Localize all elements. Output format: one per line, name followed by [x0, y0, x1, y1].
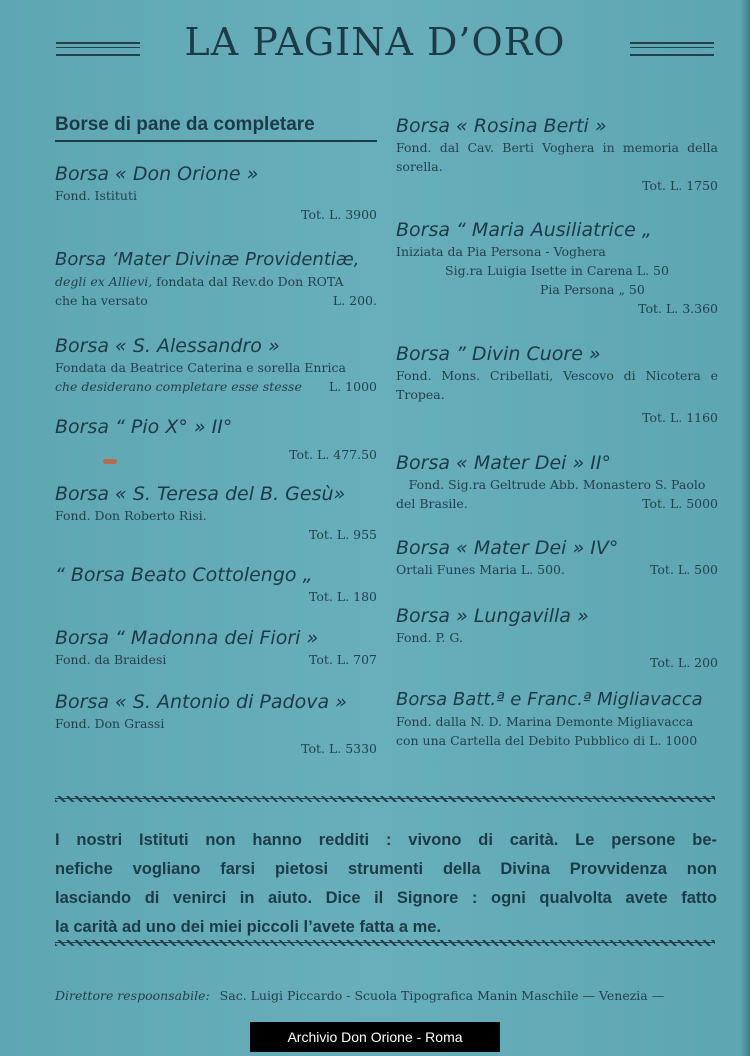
item-title: “ Borsa Beato Cottolengo „ [55, 564, 313, 586]
item-total: Tot. L. 707 [309, 652, 377, 667]
footer-text: Sac. Luigi Piccardo - Scuola Tipografica Manin Maschile — Venezia — [219, 988, 665, 1003]
list-item [55, 690, 377, 758]
item-body-italic: che desiderano completare esse stesse [55, 379, 302, 394]
list-item [55, 626, 377, 669]
appeal-paragraph [55, 826, 717, 942]
item-amount: L. 200. [332, 293, 377, 308]
item-title: Borsa ‘Mater Divinæ Providentiæ, [55, 249, 360, 270]
footer [55, 988, 735, 1003]
list-item [55, 162, 377, 224]
page-header [0, 18, 750, 78]
item-title: Borsa Batt.ª e Franc.ª Migliavacca [396, 689, 703, 710]
list-item [396, 342, 718, 427]
item-body-text: Fond. da Braidesi [55, 652, 167, 667]
list-item [55, 482, 377, 544]
item-title: Borsa « S. Teresa del B. Gesù» [55, 483, 346, 505]
item-body-text: fondata dal Rev.do Don ROTA [152, 274, 344, 289]
page-title: LA PAGINA D’ORO [184, 20, 566, 64]
section-title: Borse di pane da completare [55, 112, 377, 142]
ink-mark [103, 459, 117, 464]
appeal-line: nefiche vogliano farsi pietosi strumenti della Divina Provvidenza non [55, 860, 717, 878]
list-item [55, 415, 377, 464]
item-body [55, 272, 377, 291]
item-title: Borsa » Lungavilla » [396, 605, 589, 627]
item-title: Borsa ” Divin Cuore » [396, 343, 601, 365]
item-body-text: Ortali Funes Maria L. 500. [396, 562, 565, 577]
wavy-divider-bottom [55, 940, 715, 946]
list-item [55, 334, 377, 396]
list-item [396, 688, 718, 750]
footer-label: Direttore respoonsabile: [55, 988, 210, 1003]
item-title: Borsa “ Madonna dei Fiori » [55, 627, 319, 649]
item-body-row [396, 494, 718, 513]
item-body-line: con una Cartella del Debito Pubblico di L. 1000 [396, 733, 698, 748]
item-total: Tot. L. 5000 [642, 496, 718, 511]
item-body-text: del Brasile. [396, 496, 468, 511]
item-amount: L. 1000 [328, 379, 377, 394]
item-total: Tot. L. 477.50 [289, 447, 377, 462]
item-body: Fond. dalla N. D. Marina Demonte Migliavacca [396, 714, 694, 729]
item-total: Tot. L. 1750 [642, 178, 718, 193]
item-total: Tot. L. 3.360 [638, 301, 718, 316]
item-body-text: che ha versato [55, 293, 148, 308]
item-total: Tot. L. 3900 [301, 207, 377, 222]
item-total: Tot. L. 180 [309, 589, 377, 604]
appeal-line: lasciando di venirci in aiuto. Dice il Signore : ogni qualvolta avete fatto [55, 889, 717, 907]
item-total: Tot. L. 1160 [642, 410, 718, 425]
item-total: Tot. L. 500 [650, 562, 718, 577]
item-total: Tot. L. 5330 [301, 741, 377, 756]
item-body: Fond. Sig.ra Geltrude Abb. Monastero S. Paolo [408, 477, 706, 492]
item-title: Borsa « Mater Dei » IV° [396, 537, 619, 559]
item-body: Fond. Istituti [55, 188, 137, 203]
item-body: Fondata da Beatrice Caterina e sorella Enrica [55, 360, 346, 375]
item-title: Borsa « Mater Dei » II° [396, 452, 611, 474]
item-title: Borsa “ Pio X° » II° [55, 416, 233, 438]
appeal-line: I nostri Istituti non hanno redditi : vivono di carità. Le persone be- [55, 831, 717, 849]
list-item [396, 451, 718, 513]
item-title: Borsa « S. Antonio di Padova » [55, 691, 347, 713]
item-body-row [55, 650, 377, 669]
item-body-row [55, 291, 377, 310]
item-body-italic: degli ex Allievi, [55, 274, 153, 289]
item-body: Fond. P. G. [396, 630, 463, 645]
item-body: Fond. dal Cav. Berti Voghera in memoria della sorella. [396, 140, 718, 174]
item-body: Fond. Don Grassi [55, 716, 165, 731]
item-body: Fond. Mons. Cribellati, Vescovo di Nicotera e Tropea. [396, 368, 718, 402]
left-column [55, 112, 377, 762]
item-total: Tot. L. 955 [309, 527, 377, 542]
item-body-line: Pia Persona „ 50 [540, 282, 645, 297]
list-item [55, 248, 377, 310]
item-body: Fond. Don Roberto Risi. [55, 508, 207, 523]
item-body: Iniziata da Pia Persona - Voghera [396, 244, 606, 259]
list-item [396, 114, 718, 195]
item-total: Tot. L. 200 [650, 655, 718, 670]
header-rule-right [630, 42, 714, 56]
page-edge-shadow [740, 0, 750, 1056]
list-item [396, 218, 718, 318]
item-title: Borsa “ Maria Ausiliatrice „ [396, 219, 652, 241]
item-body-line: Sig.ra Luigia Isette in Carena L. 50 [445, 263, 669, 278]
item-body-row [55, 377, 377, 396]
list-item [396, 604, 718, 672]
wavy-divider-top [55, 796, 715, 802]
appeal-line: la carità ad uno dei miei piccoli l’avete fatta a me. [55, 918, 442, 936]
item-title: Borsa « Rosina Berti » [396, 115, 607, 137]
archive-label: Archivio Don Orione - Roma [250, 1022, 500, 1052]
right-column [396, 112, 718, 762]
item-title: Borsa « Don Orione » [55, 163, 259, 185]
item-title: Borsa « S. Alessandro » [55, 335, 280, 357]
list-item [396, 536, 718, 579]
list-item [55, 563, 377, 606]
item-body-row [396, 560, 718, 579]
